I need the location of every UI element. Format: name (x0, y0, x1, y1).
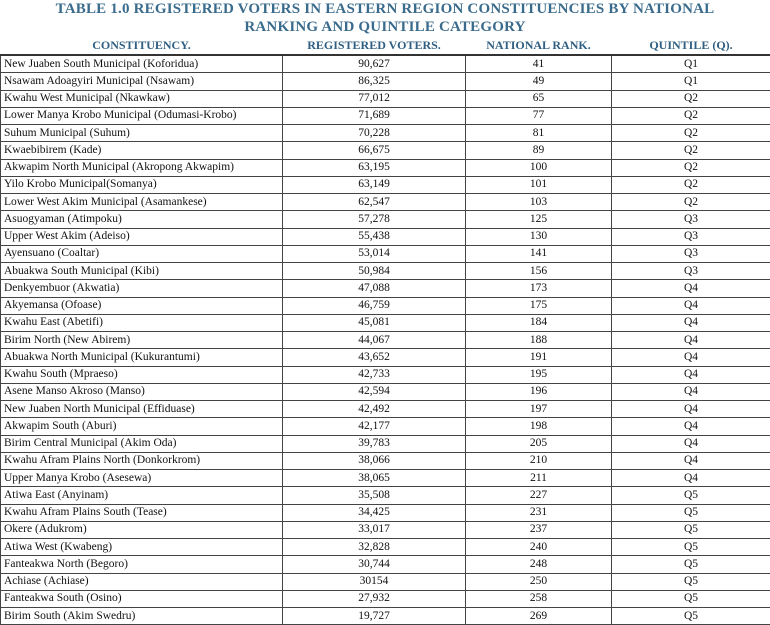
national-rank-cell: 198 (466, 418, 612, 435)
table-row (1, 107, 770, 124)
constituency-cell: Asuogyaman (Atimpoku) (1, 211, 283, 228)
national-rank-cell: 196 (466, 383, 612, 400)
header-quintile: QUINTILE (Q). (612, 37, 770, 55)
table-row (1, 297, 770, 314)
quintile-cell: Q4 (612, 314, 770, 331)
quintile-cell: Q5 (612, 608, 770, 625)
constituency-cell: Atiwa West (Kwabeng) (1, 539, 283, 556)
quintile-cell: Q3 (612, 228, 770, 245)
quintile-cell: Q4 (612, 280, 770, 297)
quintile-cell: Q2 (612, 159, 770, 176)
table-row (1, 349, 770, 366)
constituency-cell: Yilo Krobo Municipal(Somanya) (1, 176, 283, 193)
quintile-cell: Q2 (612, 176, 770, 193)
quintile-cell: Q4 (612, 332, 770, 349)
table-row (1, 263, 770, 280)
national-rank-cell: 81 (466, 125, 612, 142)
quintile-cell: Q3 (612, 211, 770, 228)
national-rank-cell: 191 (466, 349, 612, 366)
table-row (1, 487, 770, 504)
header-registered-voters: REGISTERED VOTERS. (283, 37, 466, 55)
registered-voters-cell: 39,783 (283, 435, 466, 452)
registered-voters-cell: 45,081 (283, 314, 466, 331)
table-row (1, 590, 770, 607)
registered-voters-cell: 42,594 (283, 383, 466, 400)
table-title-line-1: TABLE 1.0 REGISTERED VOTERS IN EASTERN REGION CONSTITUENCIES BY NATIONAL (0, 0, 770, 18)
table-row (1, 401, 770, 418)
national-rank-cell: 188 (466, 332, 612, 349)
table-row (1, 332, 770, 349)
national-rank-cell: 49 (466, 73, 612, 90)
table-row (1, 176, 770, 193)
constituency-cell: Akyemansa (Ofoase) (1, 297, 283, 314)
quintile-cell: Q4 (612, 297, 770, 314)
constituency-cell: New Juaben South Municipal (Koforidua) (1, 55, 283, 73)
constituency-cell: Kwahu Afram Plains North (Donkorkrom) (1, 452, 283, 469)
national-rank-cell: 250 (466, 573, 612, 590)
national-rank-cell: 41 (466, 55, 612, 73)
national-rank-cell: 195 (466, 366, 612, 383)
national-rank-cell: 65 (466, 90, 612, 107)
quintile-cell: Q4 (612, 383, 770, 400)
table-row (1, 194, 770, 211)
registered-voters-cell: 57,278 (283, 211, 466, 228)
constituency-cell: Lower West Akim Municipal (Asamankese) (1, 194, 283, 211)
table-row (1, 245, 770, 262)
quintile-cell: Q4 (612, 452, 770, 469)
quintile-cell: Q2 (612, 90, 770, 107)
national-rank-cell: 184 (466, 314, 612, 331)
registered-voters-cell: 32,828 (283, 539, 466, 556)
constituency-cell: Abuakwa South Municipal (Kibi) (1, 263, 283, 280)
table-row (1, 73, 770, 90)
table-row (1, 418, 770, 435)
quintile-cell: Q4 (612, 418, 770, 435)
national-rank-cell: 210 (466, 452, 612, 469)
quintile-cell: Q2 (612, 194, 770, 211)
registered-voters-cell: 63,149 (283, 176, 466, 193)
registered-voters-cell: 63,195 (283, 159, 466, 176)
registered-voters-cell: 70,228 (283, 125, 466, 142)
constituency-cell: Kwahu South (Mpraeso) (1, 366, 283, 383)
constituency-cell: Okere (Adukrom) (1, 521, 283, 538)
constituency-cell: Kwaebibirem (Kade) (1, 142, 283, 159)
registered-voters-cell: 34,425 (283, 504, 466, 521)
national-rank-cell: 227 (466, 487, 612, 504)
quintile-cell: Q4 (612, 470, 770, 487)
quintile-cell: Q5 (612, 573, 770, 590)
table-row (1, 452, 770, 469)
national-rank-cell: 103 (466, 194, 612, 211)
constituency-cell: Achiase (Achiase) (1, 573, 283, 590)
constituency-cell: Suhum Municipal (Suhum) (1, 125, 283, 142)
registered-voters-cell: 27,932 (283, 590, 466, 607)
registered-voters-cell: 43,652 (283, 349, 466, 366)
table-row (1, 470, 770, 487)
registered-voters-cell: 77,012 (283, 90, 466, 107)
national-rank-cell: 240 (466, 539, 612, 556)
constituency-cell: Birim North (New Abirem) (1, 332, 283, 349)
quintile-cell: Q5 (612, 590, 770, 607)
quintile-cell: Q5 (612, 487, 770, 504)
constituency-cell: Birim South (Akim Swedru) (1, 608, 283, 625)
registered-voters-cell: 66,675 (283, 142, 466, 159)
header-constituency: CONSTITUENCY. (1, 37, 283, 55)
national-rank-cell: 89 (466, 142, 612, 159)
registered-voters-cell: 55,438 (283, 228, 466, 245)
quintile-cell: Q5 (612, 504, 770, 521)
quintile-cell: Q3 (612, 245, 770, 262)
table-title (0, 0, 770, 36)
registered-voters-cell: 33,017 (283, 521, 466, 538)
table-row (1, 125, 770, 142)
registered-voters-cell: 19,727 (283, 608, 466, 625)
registered-voters-cell: 42,733 (283, 366, 466, 383)
registered-voters-cell: 50,984 (283, 263, 466, 280)
table-row (1, 608, 770, 625)
national-rank-cell: 101 (466, 176, 612, 193)
national-rank-cell: 231 (466, 504, 612, 521)
quintile-cell: Q1 (612, 73, 770, 90)
header-national-rank: NATIONAL RANK. (466, 37, 612, 55)
constituency-cell: Abuakwa North Municipal (Kukurantumi) (1, 349, 283, 366)
table-row (1, 142, 770, 159)
quintile-cell: Q2 (612, 107, 770, 124)
constituency-cell: Akwapim South (Aburi) (1, 418, 283, 435)
national-rank-cell: 141 (466, 245, 612, 262)
quintile-cell: Q4 (612, 435, 770, 452)
national-rank-cell: 211 (466, 470, 612, 487)
national-rank-cell: 125 (466, 211, 612, 228)
national-rank-cell: 258 (466, 590, 612, 607)
national-rank-cell: 205 (466, 435, 612, 452)
header-row (1, 37, 770, 55)
table-row (1, 366, 770, 383)
table-row (1, 521, 770, 538)
quintile-cell: Q2 (612, 142, 770, 159)
quintile-cell: Q4 (612, 366, 770, 383)
table-row (1, 504, 770, 521)
constituency-cell: Kwahu West Municipal (Nkawkaw) (1, 90, 283, 107)
registered-voters-cell: 53,014 (283, 245, 466, 262)
registered-voters-cell: 62,547 (283, 194, 466, 211)
voters-table (0, 37, 770, 625)
registered-voters-cell: 42,177 (283, 418, 466, 435)
national-rank-cell: 269 (466, 608, 612, 625)
national-rank-cell: 237 (466, 521, 612, 538)
constituency-cell: Denkyembuor (Akwatia) (1, 280, 283, 297)
table-row (1, 159, 770, 176)
table-body (1, 55, 770, 625)
constituency-cell: Lower Manya Krobo Municipal (Odumasi-Krobo) (1, 107, 283, 124)
registered-voters-cell: 42,492 (283, 401, 466, 418)
registered-voters-cell: 90,627 (283, 55, 466, 73)
national-rank-cell: 130 (466, 228, 612, 245)
constituency-cell: Upper West Akim (Adeiso) (1, 228, 283, 245)
national-rank-cell: 173 (466, 280, 612, 297)
table-row (1, 314, 770, 331)
national-rank-cell: 197 (466, 401, 612, 418)
national-rank-cell: 77 (466, 107, 612, 124)
national-rank-cell: 175 (466, 297, 612, 314)
national-rank-cell: 100 (466, 159, 612, 176)
constituency-cell: Fanteakwa North (Begoro) (1, 556, 283, 573)
table-row (1, 539, 770, 556)
table-row (1, 435, 770, 452)
quintile-cell: Q3 (612, 263, 770, 280)
constituency-cell: Asene Manso Akroso (Manso) (1, 383, 283, 400)
quintile-cell: Q2 (612, 125, 770, 142)
registered-voters-cell: 44,067 (283, 332, 466, 349)
quintile-cell: Q5 (612, 556, 770, 573)
table-row (1, 55, 770, 73)
table-row (1, 383, 770, 400)
registered-voters-cell: 86,325 (283, 73, 466, 90)
registered-voters-cell: 30,744 (283, 556, 466, 573)
constituency-cell: Nsawam Adoagyiri Municipal (Nsawam) (1, 73, 283, 90)
quintile-cell: Q5 (612, 539, 770, 556)
constituency-cell: Fanteakwa South (Osino) (1, 590, 283, 607)
constituency-cell: Kwahu East (Abetifi) (1, 314, 283, 331)
constituency-cell: Upper Manya Krobo (Asesewa) (1, 470, 283, 487)
constituency-cell: Birim Central Municipal (Akim Oda) (1, 435, 283, 452)
national-rank-cell: 248 (466, 556, 612, 573)
registered-voters-cell: 71,689 (283, 107, 466, 124)
quintile-cell: Q4 (612, 349, 770, 366)
constituency-cell: Akwapim North Municipal (Akropong Akwapim) (1, 159, 283, 176)
constituency-cell: Atiwa East (Anyinam) (1, 487, 283, 504)
registered-voters-cell: 47,088 (283, 280, 466, 297)
registered-voters-cell: 38,066 (283, 452, 466, 469)
national-rank-cell: 156 (466, 263, 612, 280)
constituency-cell: Ayensuano (Coaltar) (1, 245, 283, 262)
table-title-line-2: RANKING AND QUINTILE CATEGORY (0, 18, 770, 36)
table-row (1, 573, 770, 590)
registered-voters-cell: 46,759 (283, 297, 466, 314)
table-row (1, 228, 770, 245)
registered-voters-cell: 35,508 (283, 487, 466, 504)
table-row (1, 90, 770, 107)
registered-voters-cell: 30154 (283, 573, 466, 590)
quintile-cell: Q5 (612, 521, 770, 538)
table-row (1, 280, 770, 297)
quintile-cell: Q1 (612, 55, 770, 73)
constituency-cell: Kwahu Afram Plains South (Tease) (1, 504, 283, 521)
registered-voters-cell: 38,065 (283, 470, 466, 487)
table-row (1, 211, 770, 228)
table-row (1, 556, 770, 573)
quintile-cell: Q4 (612, 401, 770, 418)
constituency-cell: New Juaben North Municipal (Effiduase) (1, 401, 283, 418)
